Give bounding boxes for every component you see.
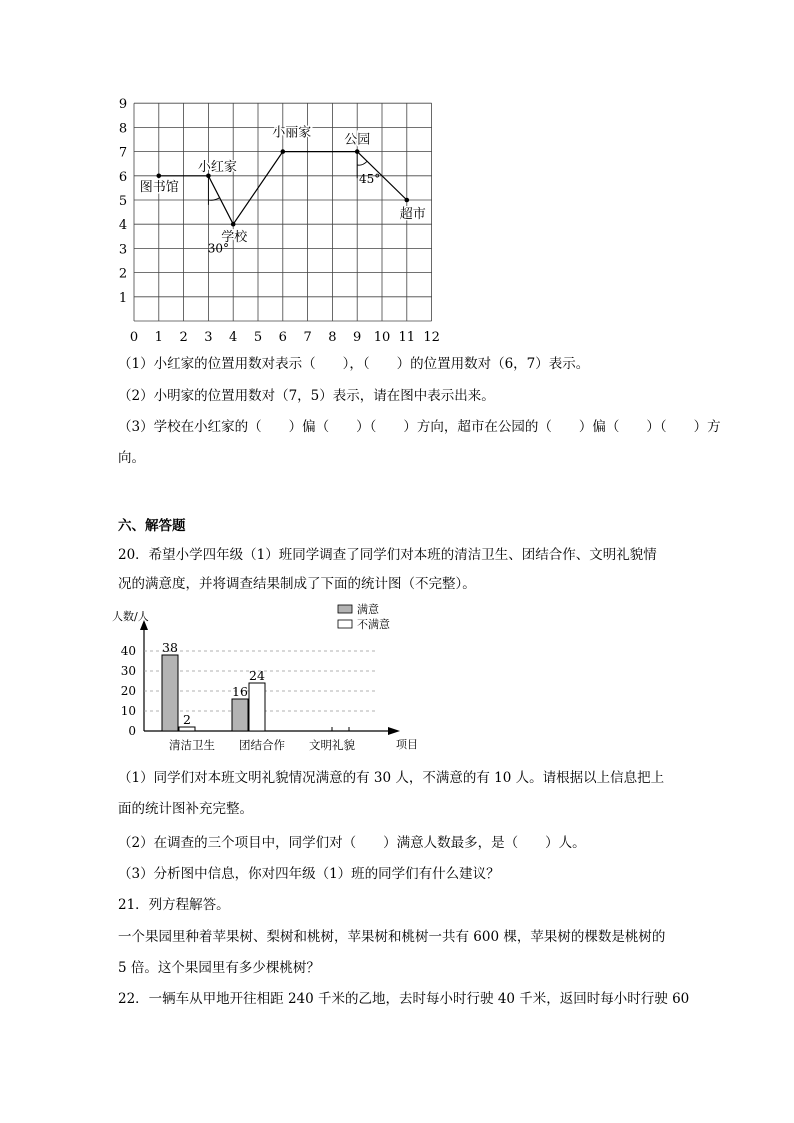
x-axis-title: 项目 <box>396 738 418 751</box>
x-tick-label: 0 <box>129 330 139 345</box>
y-tick-label: 3 <box>118 242 128 258</box>
y-tick-label: 7 <box>118 145 128 161</box>
x-tick-label: 9 <box>353 330 362 345</box>
y-tick-label: 6 <box>118 169 128 185</box>
y-tick-label: 4 <box>118 218 128 234</box>
q20-part2: （2）在调查的三个项目中，同学们对（ ）满意人数最多，是（ ）人。 <box>118 835 586 851</box>
legend-label: 满意 <box>357 603 379 616</box>
point-marker <box>157 174 162 179</box>
bar-value-label: 24 <box>249 668 265 683</box>
x-tick-label: 4 <box>229 330 238 345</box>
point-marker <box>405 198 410 203</box>
x-tick-label: 5 <box>253 330 263 345</box>
q22-line1: 22．一辆车从甲地开往相距 240 千米的乙地，去时每小时行驶 40 千米，返回时每小时行驶 60 <box>118 991 690 1007</box>
y-tick-label: 20 <box>120 684 136 698</box>
bar-chart <box>110 600 440 755</box>
x-tick-label: 11 <box>398 330 416 345</box>
bar-value-label: 16 <box>232 684 248 699</box>
x-tick-label: 12 <box>423 330 440 345</box>
x-tick-label: 2 <box>179 330 188 345</box>
category-label: 文明礼貌 <box>309 738 355 752</box>
x-tick-label: 6 <box>278 330 287 345</box>
category-label: 清洁卫生 <box>169 738 215 752</box>
x-tick-label: 10 <box>373 330 391 345</box>
x-tick-label: 7 <box>303 330 312 345</box>
q20-part1-line1: （1）同学们对本班文明礼貌情况满意的有 30 人，不满意的有 10 人。请根据以上信息把上 <box>118 770 665 786</box>
q20-part1-line2: 面的统计图补充完整。 <box>118 801 253 817</box>
point-label: 超市 <box>399 207 426 222</box>
y-axis-title: 人数/人 <box>112 610 149 623</box>
q19-part3-cont: 向。 <box>118 450 145 466</box>
q21-title: 21．列方程解答。 <box>118 897 230 913</box>
q19-part1: （1）小红家的位置用数对表示（ ），（ ）的位置用数对（6，7）表示。 <box>118 356 590 372</box>
bar-value-label: 38 <box>162 640 178 655</box>
q19-part2: （2）小明家的位置用数对（7，5）表示，请在图中表示出来。 <box>118 388 495 404</box>
q20-stem-line1: 20．希望小学四年级（1）班同学调查了同学们对本班的清洁卫生、团结合作、文明礼貌情 <box>118 547 657 563</box>
point-label: 学校 <box>221 230 248 246</box>
y-tick-label: 10 <box>120 704 136 718</box>
point-label: 公园 <box>344 132 371 148</box>
bar <box>179 727 195 731</box>
y-tick-label: 1 <box>118 290 128 306</box>
point-label: 小红家 <box>197 159 237 175</box>
point-marker <box>231 222 236 227</box>
bar-value-label: 2 <box>183 712 191 727</box>
q20-part3: （3）分析图中信息，你对四年级（1）班的同学们有什么建议？ <box>118 866 500 882</box>
y-tick-label: 9 <box>118 97 128 113</box>
y-tick-label: 2 <box>118 266 128 282</box>
point-label: 小丽家 <box>272 125 312 141</box>
legend-swatch <box>338 620 352 628</box>
q19-part3: （3）学校在小红家的（ ）偏（ ）（ ）方向，超市在公园的（ ）偏（ ）（ ）方 <box>118 419 721 435</box>
x-tick-label: 8 <box>328 330 337 345</box>
coordinate-grid-figure <box>110 96 450 350</box>
bar <box>249 683 265 731</box>
y-tick-label: 5 <box>118 194 128 209</box>
y-tick-label: 40 <box>120 644 136 658</box>
category-label: 团结合作 <box>239 738 285 752</box>
x-tick-label: 3 <box>204 330 213 345</box>
x-tick-label: 1 <box>154 330 163 345</box>
y-tick-label: 0 <box>128 724 136 738</box>
point-label: 图书馆 <box>139 179 179 195</box>
q20-stem-line2: 况的满意度，并将调查结果制成了下面的统计图（不完整）。 <box>118 576 476 592</box>
angle-label: 30° <box>207 241 230 256</box>
q21-line2: 5 倍。这个果园里有多少棵桃树？ <box>118 960 320 976</box>
section-title: 六、解答题 <box>118 518 186 534</box>
legend-swatch <box>338 605 352 613</box>
bar <box>162 655 178 731</box>
q21-line1: 一个果园里种着苹果树、梨树和桃树，苹果树和桃树一共有 600 棵，苹果树的棵数是桃树的 <box>118 929 666 945</box>
point-marker <box>281 149 286 154</box>
y-tick-label: 30 <box>120 664 136 678</box>
x-axis-arrow <box>388 727 400 735</box>
angle-label: 45° <box>358 172 381 187</box>
bar <box>232 699 248 731</box>
angle-arc <box>357 161 367 165</box>
legend-label: 不满意 <box>357 618 390 631</box>
y-tick-label: 8 <box>118 121 128 137</box>
